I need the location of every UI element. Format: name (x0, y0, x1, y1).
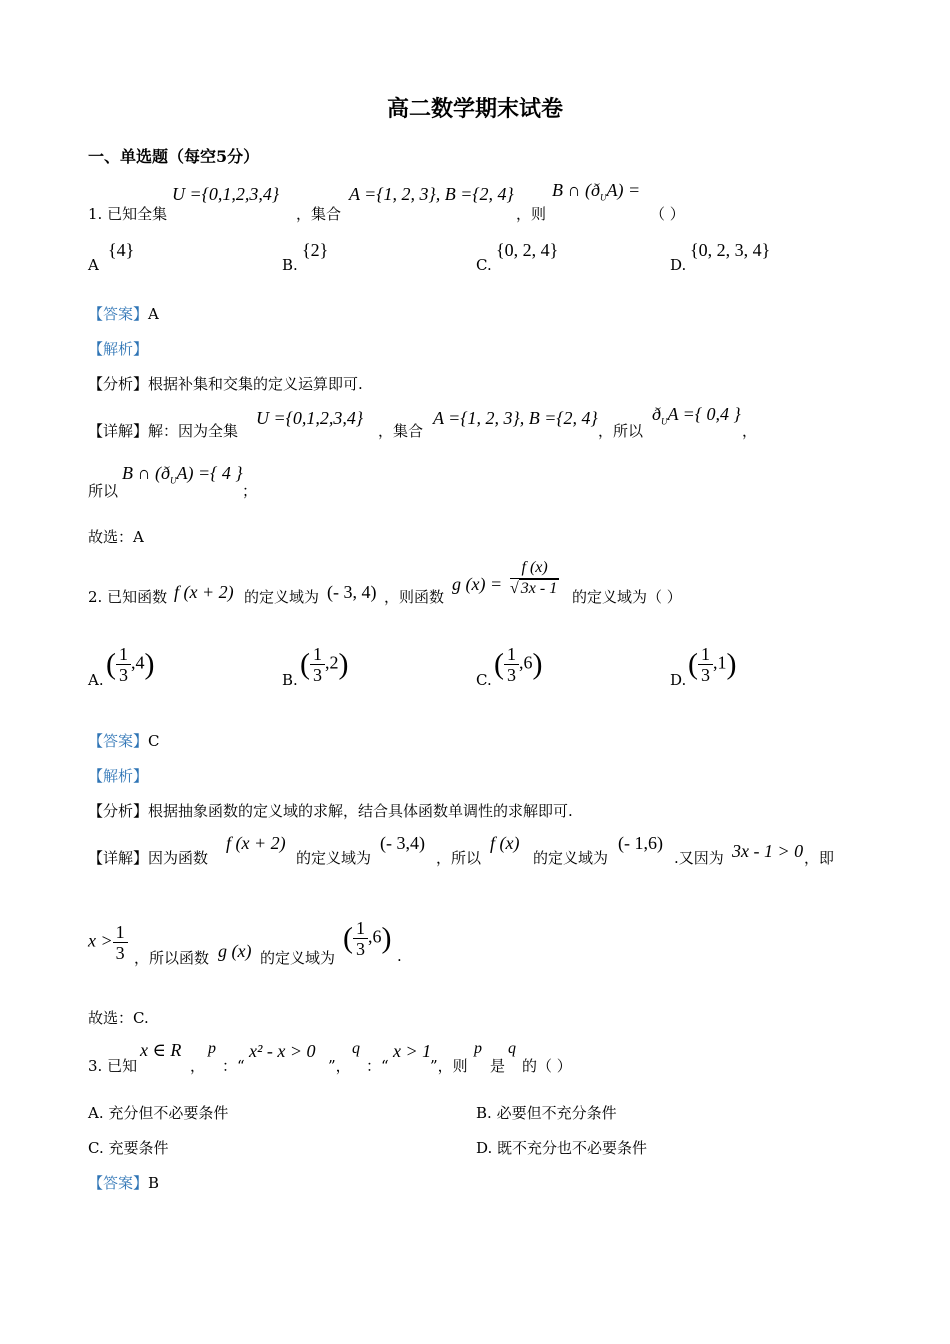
q2-line2-text-b: 的定义域为 (260, 949, 336, 967)
q1-xiangjie-sets-ab: A ={1, 2, 3}, B ={2, 4} (433, 408, 598, 428)
q1-option-c-label: C. (476, 256, 492, 274)
q2-g-numerator: f (x) (510, 558, 559, 579)
q2-answer-tag: 【答案】 (88, 732, 149, 750)
q2-analysis-heading: 【解析】 (88, 767, 149, 785)
q1-fenxi (88, 373, 363, 394)
q1-xiangjie-text-4: ， (742, 422, 758, 440)
q2-line2-g: g (x) (218, 941, 252, 961)
q3-q-2: q (508, 1040, 516, 1057)
q2-fenxi (88, 800, 573, 821)
q1-answer-value: A (148, 305, 159, 323)
q2-option-d-rparen: ) (726, 647, 737, 681)
q1-expression (552, 180, 640, 203)
q2-option-b-rparen: ) (338, 647, 349, 681)
q2-text-1: 的定义域为 (244, 588, 320, 606)
q1-answer (88, 303, 159, 324)
q3-colon-1: ：“ (222, 1057, 245, 1075)
q2-xiangjie-text-4: 的定义域为 (533, 849, 609, 867)
q2-option-d-lparen: ( (688, 647, 698, 681)
q3-answer-tag: 【答案】 (88, 1174, 149, 1192)
q2-line2-right: 6 (372, 926, 382, 947)
q3-option-a-text: 充分但不必要条件 (108, 1104, 229, 1122)
q3-option-c (88, 1137, 169, 1158)
q2-option-a-right: 4 (135, 652, 145, 673)
q2-option-b-label: B. (282, 671, 298, 689)
q3-option-a (88, 1102, 228, 1123)
q2-option-b-fraction (310, 644, 325, 685)
q3-quote-1: ”， (328, 1057, 351, 1075)
section-heading: 一、单选题（每空5分） (88, 147, 260, 166)
q2-x-den: 3 (115, 943, 125, 963)
q3-option-b-text: 必要但不充分条件 (496, 1104, 617, 1122)
q2-tail: 的定义域为（ ） (572, 588, 682, 606)
q2-option-c-right: 6 (523, 652, 533, 673)
q2-function-g: g (x) = (452, 574, 503, 594)
q2-option-d-label: D. (670, 671, 687, 689)
q1-stem: 1. 已知全集 (88, 205, 168, 223)
q2-line2-den: 3 (356, 939, 365, 959)
q2-option-d-fraction (698, 644, 713, 685)
q2-answer (88, 730, 160, 751)
q3-option-c-label: C. (88, 1139, 104, 1157)
q2-option-a-label: A. (88, 671, 104, 689)
q2-option-d-num: 1 (698, 644, 713, 665)
q2-option-a-fraction (116, 644, 131, 685)
q1-option-a-label: A (88, 256, 99, 274)
q2-xiangjie-text-2: 的定义域为 (296, 849, 372, 867)
q2-line2-rparen: ) (381, 921, 392, 955)
q1-option-c-value: {0, 2, 4} (496, 240, 559, 260)
q2-x-num: 1 (113, 922, 128, 943)
q2-line2-lparen: ( (343, 921, 353, 955)
q2-xiangjie-text-3: ，所以 (436, 849, 482, 867)
q1-complement-a (652, 404, 741, 427)
q2-line2-interval: ( $\frac{1}{3}$ ,6) (343, 918, 392, 959)
q2-option-c-den: 3 (507, 665, 516, 685)
q2-option-a-num: 1 (116, 644, 131, 665)
q3-p-expression: x² - x > 0 (249, 1041, 316, 1061)
q2-g-denominator: √ 3x - 1 (510, 580, 558, 597)
q2-stem: 2. 已知函数 (88, 588, 168, 606)
q2-xiangjie-fx: f (x) (490, 833, 520, 853)
q2-xiangjie-tag: 【详解】 (88, 849, 149, 867)
q1-xiangjie-text-3: ，所以 (598, 422, 644, 440)
q2-xiangjie-domain: (- 3,4) (380, 833, 425, 853)
q3-p: p (208, 1040, 216, 1057)
q3-option-d-text: 既不充分也不必要条件 (497, 1139, 648, 1157)
q2-fenxi-tag: 【分析】 (88, 802, 149, 820)
q3-option-b (476, 1102, 617, 1123)
q2-option-c-rparen: ) (532, 647, 543, 681)
q2-option-a-den: 3 (119, 665, 128, 685)
q2-function-f: f (x + 2) (174, 582, 234, 602)
q2-option-a-lparen: ( (106, 647, 116, 681)
q3-colon-2: ：“ (366, 1057, 389, 1075)
q1-connector-2: ，则 (516, 205, 547, 223)
q1-sets-ab: A ={1, 2, 3}, B ={2, 4} (349, 184, 514, 204)
q2-option-c-value: ( $\frac{1}{3}$ ,6) (494, 644, 543, 685)
q1-xiangjie-universal-set: U ={0,1,2,3,4} (256, 408, 364, 428)
q2-option-d-right: 1 (717, 652, 727, 673)
q2-option-d-den: 3 (701, 665, 710, 685)
q2-option-b-value: ( $\frac{1}{3}$ ,2) (300, 644, 349, 685)
q1-suoyi: 所以 (88, 482, 119, 500)
q2-g-radicand: 3x - 1 (520, 580, 558, 597)
q3-option-a-label: A. (88, 1104, 104, 1122)
q3-p-2: p (474, 1040, 482, 1057)
q3-option-c-text: 充要条件 (108, 1139, 169, 1157)
q2-option-c-lparen: ( (494, 647, 504, 681)
q3-option-b-label: B. (476, 1104, 492, 1122)
q2-xiangjie-text-5: .又因为 (674, 849, 724, 867)
q2-x-fraction (113, 922, 128, 963)
q1-result-tail: A) ={ 4 } (176, 463, 243, 483)
q2-option-a-value: ( $\frac{1}{3}$ ,4) (106, 644, 155, 685)
q1-result-sub: U (170, 475, 177, 486)
q2-choice: 故选：C. (88, 1009, 149, 1027)
q1-option-b-value: {2} (302, 240, 329, 260)
q2-g-fraction-body (510, 558, 559, 599)
q3-answer (88, 1172, 159, 1193)
q1-option-d-label: D. (670, 256, 687, 274)
q1-expression-head: B ∩ (ð (552, 180, 600, 200)
q3-comma-1: ， (190, 1057, 206, 1075)
q1-expression-sub: U (600, 192, 607, 203)
q2-option-a-rparen: ) (144, 647, 155, 681)
q2-line2-num: 1 (353, 918, 368, 939)
q2-option-b-lparen: ( (300, 647, 310, 681)
q2-option-c-label: C. (476, 671, 492, 689)
q3-stem: 3. 已知 (88, 1057, 138, 1075)
q1-xiangjie-tag: 【详解】 (88, 422, 149, 440)
q3-text-5: ”，则 (430, 1057, 468, 1075)
q1-fenxi-text: 根据补集和交集的定义运算即可. (148, 375, 363, 393)
q1-complement-value: A ={ 0,4 } (667, 404, 741, 424)
q2-option-c-fraction (504, 644, 519, 685)
q1-analysis-heading: 【解析】 (88, 340, 149, 358)
q2-xiangjie-start (88, 847, 208, 868)
q2-g-fraction (510, 558, 559, 599)
q3-q-expression: x > 1 (393, 1041, 432, 1061)
q2-xiangjie-inequality: 3x - 1 > 0 (732, 841, 804, 861)
q1-complement-symbol: ð (652, 404, 661, 424)
q1-xiangjie-start (88, 420, 238, 441)
page-title: 高二数学期末试卷 (386, 96, 563, 122)
q2-text-2: ，则函数 (384, 588, 445, 606)
q2-option-b-right: 2 (329, 652, 339, 673)
q3-x-in-r: x ∈ R (140, 1040, 182, 1060)
q2-xiangjie-domain-2: (- 1,6) (618, 833, 663, 853)
q2-fenxi-text: 根据抽象函数的定义域的求解，结合具体函数单调性的求解即可. (148, 802, 573, 820)
q1-complement-sub: U (661, 416, 668, 427)
q1-xiangjie-text-2: ，集合 (378, 422, 424, 440)
q1-answer-paren: （ ） (650, 205, 685, 223)
q2-domain: (- 3, 4) (327, 582, 377, 602)
q2-option-c-num: 1 (504, 644, 519, 665)
q1-xiangjie-text-1: 解：因为全集 (148, 422, 239, 440)
q2-line2-end: . (397, 947, 402, 965)
q2-option-b-den: 3 (313, 665, 322, 685)
q3-tail: 的（ ） (522, 1057, 572, 1075)
q2-x-inequality (88, 922, 128, 963)
q3-q: q (352, 1040, 360, 1057)
q2-x-gt: x > (88, 930, 113, 951)
q2-xiangjie-text-1: 因为函数 (148, 849, 209, 867)
q2-line2-fraction (353, 918, 368, 959)
q1-expression-tail: A) = (606, 180, 641, 200)
q1-fenxi-tag: 【分析】 (88, 375, 149, 393)
q1-choice: 故选：A (88, 528, 144, 546)
q2-option-d-value: ( $\frac{1}{3}$ ,1) (688, 644, 737, 685)
q2-xiangjie-text-6: ，即 (804, 849, 835, 867)
q2-line2-text-a: ，所以函数 (134, 949, 210, 967)
q1-answer-tag: 【答案】 (88, 305, 149, 323)
q1-result-head: B ∩ (ð (122, 463, 170, 483)
q2-answer-value: C (148, 732, 160, 750)
q1-option-d-value: {0, 2, 3, 4} (690, 240, 771, 260)
q3-answer-value: B (148, 1174, 160, 1192)
q1-option-a-value: {4} (108, 240, 135, 260)
q1-result-expression (122, 463, 243, 486)
q1-option-b-label: B. (282, 256, 298, 274)
q1-universal-set: U ={0,1,2,3,4} (172, 184, 280, 204)
q2-option-b-num: 1 (310, 644, 325, 665)
q1-connector-1: ，集合 (296, 205, 342, 223)
q3-option-d-label: D. (476, 1139, 493, 1157)
q1-result-end: ； (242, 482, 258, 500)
q3-option-d (476, 1137, 647, 1158)
q3-shi: 是 (490, 1057, 506, 1075)
q2-xiangjie-f: f (x + 2) (226, 833, 286, 853)
